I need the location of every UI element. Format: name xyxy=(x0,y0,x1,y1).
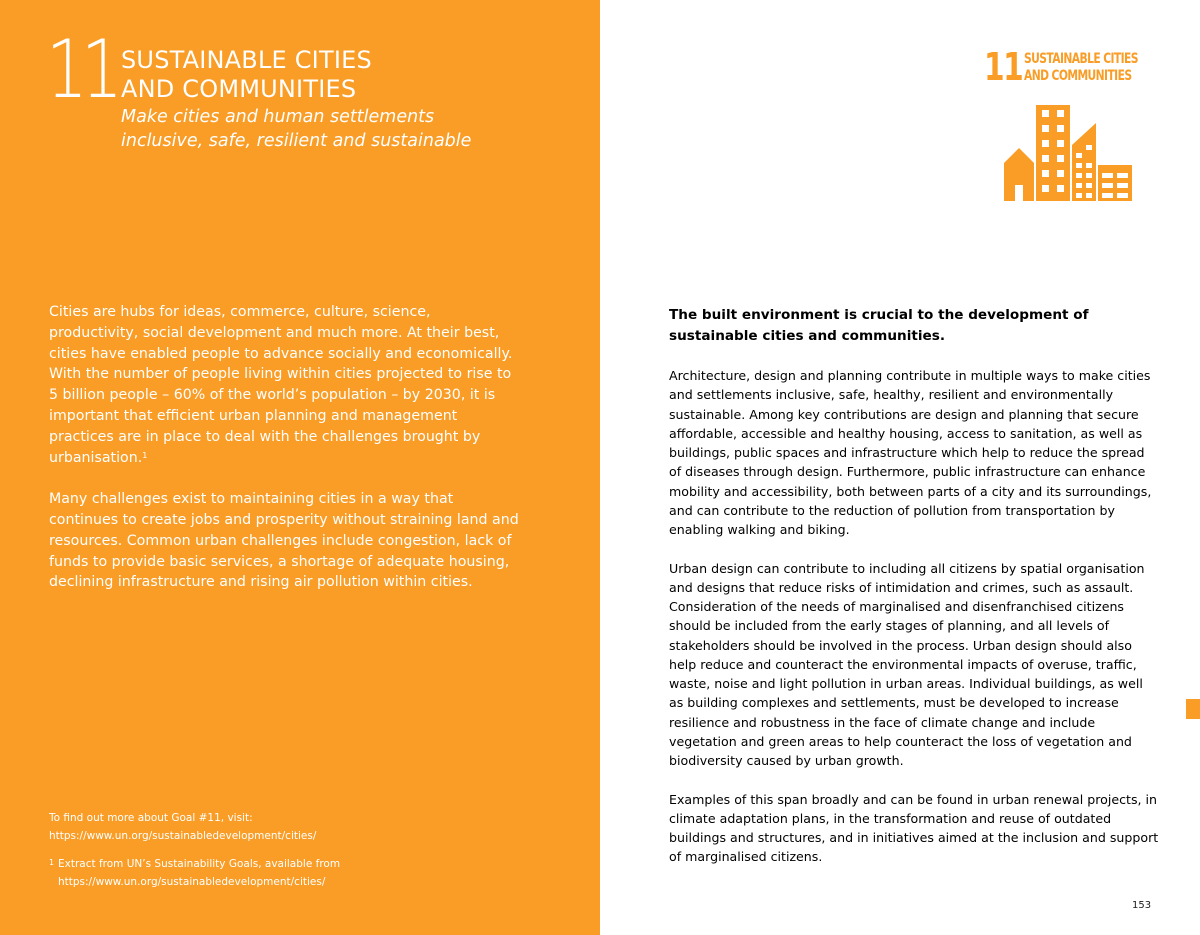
intro-paragraph-2: Many challenges exist to maintaining cities in a way that continues to create jobs and prosperity without straining land and resources. Common urban challenges include congestion, lack of funds to provide basic services, a shortage of adequate housing, declining infrastructure and rising air pollution within cities. xyxy=(49,491,519,591)
body-paragraph-3: Examples of this span broadly and can be found in urban renewal projects, in climate adaptation plans, in the transformation and reuse of outdated buildings and structures, and in initiatives aimed at the inclusion and support of marginalised citizens. xyxy=(669,791,1159,865)
city-buildings-icon xyxy=(1002,105,1132,201)
lead-text: The built environment is crucial to the development of sustainable cities and communities. xyxy=(669,307,1089,344)
footnote-text: Extract from UN’s Sustainability Goals, available from xyxy=(58,858,341,870)
intro-text xyxy=(49,302,519,614)
goal-title xyxy=(121,46,372,104)
sdg-logo xyxy=(984,47,1154,207)
more-info-link[interactable]: https://www.un.org/sustainabledevelopment/cities/ xyxy=(49,830,317,842)
goal-subtitle-line1: Make cities and human settlements xyxy=(121,107,435,127)
goal-subtitle xyxy=(121,105,471,153)
footnote-link[interactable]: https://www.un.org/sustainabledevelopment/cities/ xyxy=(58,876,326,888)
sdg-logo-number: 11 xyxy=(984,45,1023,89)
page-number: 153 xyxy=(1132,900,1152,911)
goal-number: 11 xyxy=(46,23,117,116)
goal-subtitle-line2: inclusive, safe, resilient and sustainable xyxy=(121,131,472,151)
more-info-label: To find out more about Goal #11, visit: xyxy=(49,812,253,824)
footnote xyxy=(49,855,449,891)
goal-title-line1: SUSTAINABLE CITIES xyxy=(121,46,372,74)
body-text xyxy=(669,366,1159,886)
body-paragraph-1: Architecture, design and planning contribute in multiple ways to make cities and settlements inclusive, safe, healthy, resilient and environmentally sustainable. Among key contributions are design and planning that secure affordable, accessible and healthy housing, access to sanitation, as well as buildings, public spaces and infrastructure which help to reduce the spread of diseases through design. Furthermore, public infrastructure can enhance mobility and accessibility, both between parts of a city and its surroundings, and can contribute to the reduction of pollution from transportation by enabling walking and biking. xyxy=(669,368,1152,537)
footnote-mark: 1 xyxy=(49,858,55,867)
intro-paragraph-1: Cities are hubs for ideas, commerce, culture, science, productivity, social development and much more. At their best, cities have enabled people to advance socially and economically. With the number of people living within cities projected to rise to 5 billion people – 60% of the world’s population – by 2030, it is important that efficient urban planning and management practices are in place to deal with the challenges brought by urbanisation.$^1$ xyxy=(49,304,513,466)
more-info xyxy=(49,809,449,845)
section-tab-marker xyxy=(1186,699,1200,719)
body-paragraph-2: Urban design can contribute to including all citizens by spatial organisation and designs that reduce risks of intimidation and crimes, such as assault. Consideration of the needs of marginalised and disenfranchised citizens should be included from the early stages of planning, and all levels of stakeholders should be involved in the process. Urban design should also help reduce and counteract the environmental impacts of overuse, traffic, waste, noise and light pollution in urban areas. Individual buildings, as well as building complexes and settlements, must be developed to increase resilience and robustness in the face of climate change and include vegetation and green areas to help counteract the loss of vegetation and biodiversity caused by urban growth. xyxy=(669,560,1145,768)
footnote-ref: 1 xyxy=(142,450,148,460)
goal-title-line2: AND COMMUNITIES xyxy=(121,75,357,103)
sdg-logo-name: SUSTAINABLE CITIES AND COMMUNITIES xyxy=(1024,51,1138,84)
